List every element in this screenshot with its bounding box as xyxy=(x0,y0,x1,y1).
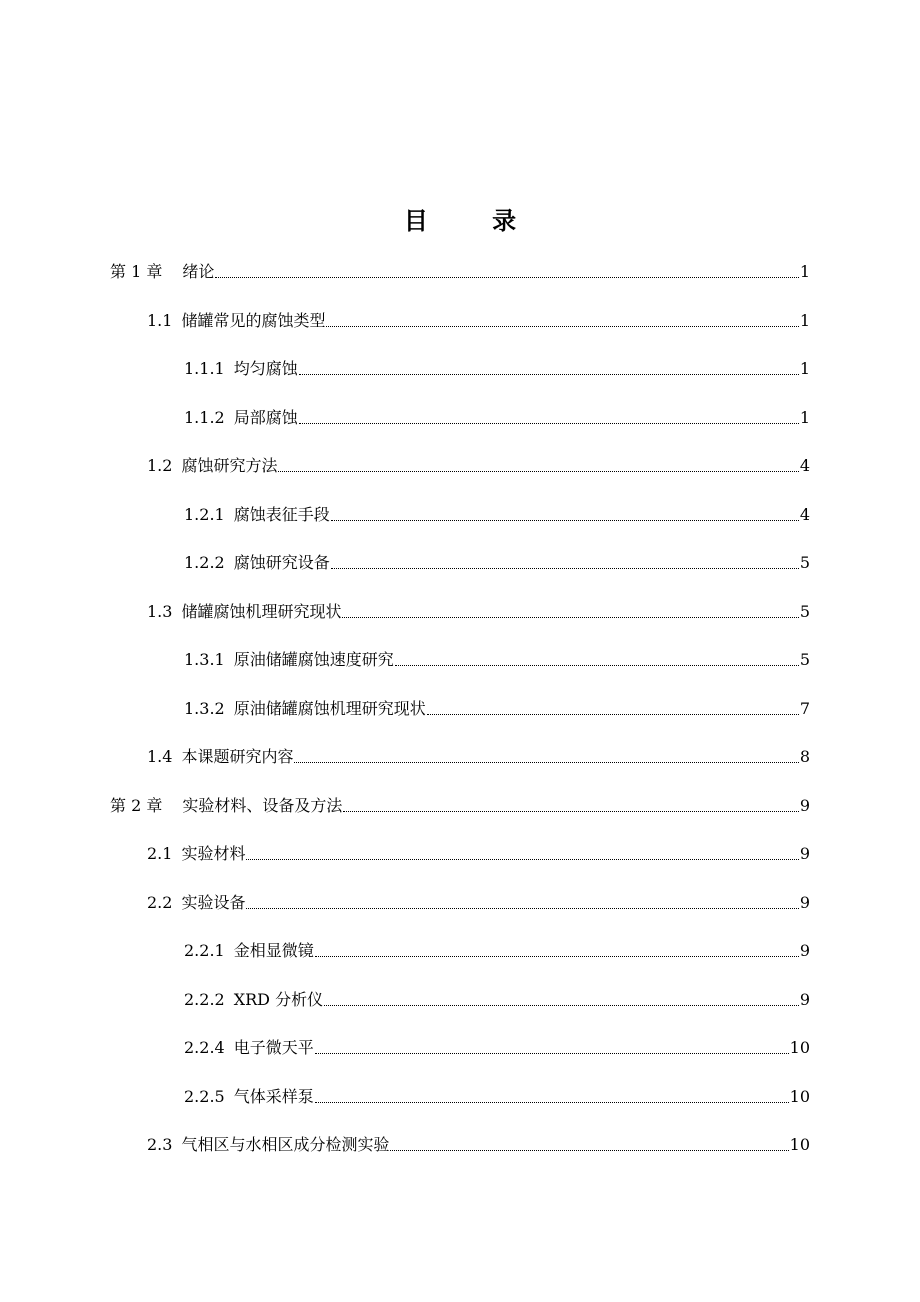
toc-entry-page-number: 9 xyxy=(799,844,810,863)
toc-entry-page-number: 7 xyxy=(799,698,810,718)
toc-entry-number: 1.2 xyxy=(147,456,173,475)
toc-entry[interactable] xyxy=(184,985,810,1015)
toc-dot-leader xyxy=(299,422,799,424)
toc-entry-page-number: 4 xyxy=(799,504,810,524)
toc-entry-title: 实验材料 xyxy=(181,844,246,863)
toc-dot-leader xyxy=(324,1004,799,1006)
toc-entry-title: 气体采样泵 xyxy=(233,1086,314,1106)
toc-entry-title: 储罐腐蚀机理研究现状 xyxy=(181,601,342,621)
toc-entry-number: 1.4 xyxy=(147,747,173,766)
toc-entry-number: 2.2 xyxy=(147,892,173,912)
toc-entry-page-number: 9 xyxy=(799,892,810,912)
toc-entry-title: 气相区与水相区成分检测实验 xyxy=(181,1135,390,1154)
toc-entry[interactable] xyxy=(147,306,810,336)
toc-entry-page-number: 9 xyxy=(799,989,810,1009)
toc-entry-title: 原油储罐腐蚀速度研究 xyxy=(233,650,394,669)
toc-entry[interactable] xyxy=(110,791,810,821)
toc-entry-number: 第 1 章 xyxy=(110,262,163,281)
toc-entry-page-number: 5 xyxy=(799,553,810,572)
toc-entry-title: 腐蚀研究方法 xyxy=(181,456,278,475)
toc-entry-number: 2.2.2 xyxy=(184,989,225,1009)
toc-entry-number: 1.3.1 xyxy=(184,650,225,669)
toc-entry-number: 1.3 xyxy=(147,601,173,621)
table-of-contents xyxy=(0,257,920,1157)
page-title: 目 录 xyxy=(403,206,545,235)
toc-dot-leader xyxy=(315,1101,789,1103)
toc-entry[interactable] xyxy=(184,694,810,724)
toc-entry-number: 第 2 章 xyxy=(110,795,163,815)
toc-entry[interactable] xyxy=(147,1130,810,1160)
toc-entry[interactable] xyxy=(147,742,810,772)
toc-entry[interactable] xyxy=(184,548,810,578)
toc-dot-leader xyxy=(395,664,799,666)
toc-entry-number: 2.2.1 xyxy=(184,941,225,960)
toc-entry-page-number: 4 xyxy=(799,456,810,475)
toc-entry[interactable] xyxy=(147,839,810,869)
toc-dot-leader xyxy=(331,567,799,569)
toc-dot-leader xyxy=(215,276,798,278)
toc-entry-number: 2.2.5 xyxy=(184,1086,225,1106)
toc-entry-title: 均匀腐蚀 xyxy=(233,359,298,378)
toc-entry-title: 腐蚀研究设备 xyxy=(233,553,330,572)
toc-dot-leader xyxy=(331,519,799,521)
toc-entry[interactable] xyxy=(147,888,810,918)
toc-entry-title: 实验材料、设备及方法 xyxy=(182,795,343,815)
toc-dot-leader xyxy=(315,1052,789,1054)
toc-entry-page-number: 5 xyxy=(799,601,810,621)
toc-dot-leader xyxy=(315,955,799,957)
toc-entry-page-number: 1 xyxy=(799,262,810,281)
toc-dot-leader xyxy=(278,470,798,472)
toc-entry-title: 绪论 xyxy=(182,262,215,281)
toc-entry-page-number: 8 xyxy=(799,747,810,766)
toc-entry-title: 腐蚀表征手段 xyxy=(233,504,330,524)
toc-entry-number: 1.1.1 xyxy=(184,359,225,378)
toc-entry-page-number: 1 xyxy=(799,310,810,330)
toc-entry-page-number: 9 xyxy=(799,795,810,815)
toc-dot-leader xyxy=(299,373,799,375)
toc-entry[interactable] xyxy=(184,645,810,675)
toc-entry[interactable] xyxy=(184,1082,810,1112)
toc-entry-number: 2.3 xyxy=(147,1135,173,1154)
toc-entry-page-number: 9 xyxy=(799,941,810,960)
toc-dot-leader xyxy=(326,325,798,327)
toc-entry[interactable] xyxy=(147,451,810,481)
toc-entry-page-number: 10 xyxy=(789,1135,810,1154)
toc-entry-title: 金相显微镜 xyxy=(233,941,314,960)
toc-entry-page-number: 10 xyxy=(789,1086,810,1106)
toc-entry-title: 储罐常见的腐蚀类型 xyxy=(181,310,326,330)
toc-entry[interactable] xyxy=(110,257,810,287)
toc-entry-page-number: 1 xyxy=(799,359,810,378)
toc-entry-number: 1.1 xyxy=(147,310,173,330)
toc-entry-number: 2.1 xyxy=(147,844,173,863)
toc-entry[interactable] xyxy=(184,354,810,384)
toc-entry-page-number: 5 xyxy=(799,650,810,669)
toc-dot-leader xyxy=(294,761,798,763)
toc-entry-page-number: 1 xyxy=(799,407,810,427)
toc-entry-title: 原油储罐腐蚀机理研究现状 xyxy=(233,698,426,718)
toc-entry-page-number: 10 xyxy=(789,1038,810,1057)
toc-entry-title: XRD 分析仪 xyxy=(233,989,324,1009)
toc-entry-title: 电子微天平 xyxy=(233,1038,314,1057)
toc-dot-leader xyxy=(246,907,798,909)
toc-entry[interactable] xyxy=(184,500,810,530)
toc-entry[interactable] xyxy=(184,936,810,966)
toc-entry[interactable] xyxy=(184,1033,810,1063)
toc-entry-title: 局部腐蚀 xyxy=(233,407,298,427)
toc-entry[interactable] xyxy=(147,597,810,627)
toc-dot-leader xyxy=(427,713,799,715)
toc-dot-leader xyxy=(246,858,798,860)
toc-dot-leader xyxy=(390,1149,788,1151)
toc-entry-number: 1.2.2 xyxy=(184,553,225,572)
toc-entry-number: 1.2.1 xyxy=(184,504,225,524)
toc-dot-leader xyxy=(343,810,798,812)
toc-entry-number: 1.3.2 xyxy=(184,698,225,718)
toc-entry-number: 2.2.4 xyxy=(184,1038,225,1057)
toc-entry[interactable] xyxy=(184,403,810,433)
toc-dot-leader xyxy=(342,616,798,618)
toc-entry-title: 实验设备 xyxy=(181,892,246,912)
toc-entry-title: 本课题研究内容 xyxy=(181,747,294,766)
toc-entry-number: 1.1.2 xyxy=(184,407,225,427)
